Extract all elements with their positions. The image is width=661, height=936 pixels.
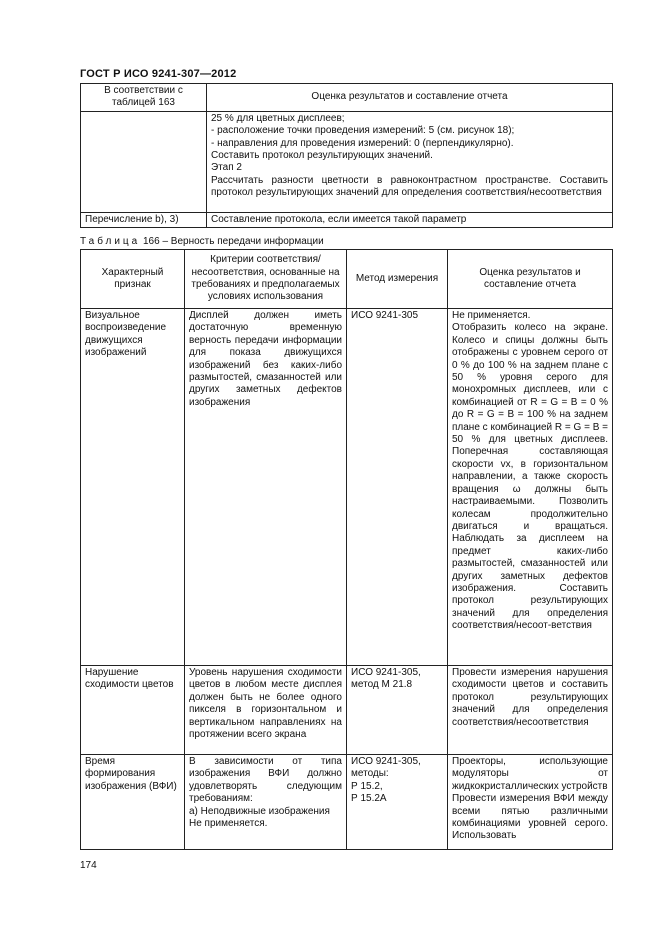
cell-line: Не применяется. — [189, 818, 268, 830]
table-caption — [80, 236, 324, 247]
cell-line: Провести измерения ВФИ между всеми пятью различными комбинациями уровней серого. Использовать — [452, 793, 608, 842]
cell-line: Дисплей должен иметь достаточную временную верность передачи информации для показа движущихся изображений без каких-либо размытостей, смазанностей или других заметных дефектов изображения — [189, 310, 342, 408]
table-row — [81, 666, 613, 755]
method-cell — [347, 755, 448, 850]
page-number: 174 — [80, 860, 97, 871]
table-row — [81, 309, 613, 666]
table-cell — [81, 111, 207, 212]
method-cell — [347, 309, 448, 666]
caption-label: Таблица — [80, 236, 141, 247]
table-row — [81, 111, 613, 212]
caption-text: 166 – Верность передачи информации — [140, 236, 324, 247]
table-cell — [207, 111, 613, 212]
column-header: Метод измерения — [347, 250, 448, 309]
table-header-row — [81, 84, 613, 112]
column-header: Оценка результатов и составление отчета — [448, 250, 613, 309]
table-cell: Перечисление b), 3) — [81, 212, 207, 227]
evaluation-cell — [448, 755, 613, 850]
column-header: Характерный признак — [81, 250, 185, 309]
document-header: ГОСТ Р ИСО 9241-307—2012 — [80, 68, 237, 80]
cell-line: - расположение точки проведения измерений: 5 (см. рисунок 18); — [211, 125, 515, 137]
cell-line: Проекторы, использующие модуляторы от жидкокристаллических устройств — [452, 756, 608, 792]
cell-line: Рассчитать разности цветности в равноконтрастном пространстве. Составить протокол результирующих значений для определения соответствия/несоответствия — [211, 174, 608, 199]
cell-line: ИСО 9241-305 — [351, 310, 419, 321]
continued-table — [80, 83, 613, 228]
table-row — [81, 212, 613, 227]
table-cell: Составление протокола, если имеется такой параметр — [207, 212, 613, 227]
cell-line: Отобразить колесо на экране. Колесо и спицы должны быть отображены с уровнем серого от 0 % до 100 % на заднем плане с 50 % уровня серого для монохромных дисплеев, или с комбинацией от R = G = B = 0 % до R = G = B = 100 % на заднем плане с комбинацией R = G = B = 50 % для цветных дисплеев. Поперечная составляющая скорости vx, в горизонтальном направлении, а также скорость вращения ω должны быть настраиваемыми. Позволить колесам продолжительно двигаться и вращаться. Наблюдать за дисплеем на предмет каких-либо размытостей, смазанностей или других заметных дефектов изображения. Составить протокол результирующих значений для определения соответствия/несоот-ветствия — [452, 322, 608, 632]
cell-line: Составить протокол результирующих значений. — [211, 150, 433, 162]
cell-line: Р 15.2, — [351, 780, 383, 792]
column-header: В соответствии с таблицей 163 — [81, 84, 207, 112]
cell-line: ИСО 9241-305, метод М 21.8 — [351, 667, 421, 691]
criteria-cell — [185, 666, 347, 755]
feature-cell: Время формирования изображения (ВФИ) — [81, 755, 185, 850]
cell-line: В зависимости от типа изображения ВФИ должно удовлетворять следующим требованиям: — [189, 756, 342, 805]
criteria-cell — [185, 309, 347, 666]
cell-line: а) Неподвижные изображения — [189, 805, 330, 817]
evaluation-cell — [448, 666, 613, 755]
method-cell — [347, 666, 448, 755]
cell-line: - направления для проведения измерений: 0 (перпендикулярно). — [211, 137, 514, 149]
table-header-row — [81, 250, 613, 309]
cell-line: Р 15.2А — [351, 793, 387, 805]
column-header: Оценка результатов и составление отчета — [207, 84, 613, 112]
cell-line: ИСО 9241-305, методы: — [351, 756, 421, 780]
cell-line: Не применяется. — [452, 310, 531, 321]
evaluation-cell — [448, 309, 613, 666]
cell-line: Провести измерения нарушения сходимости цветов и составить протокол результирующих значений для определения соответствия/несоответствия — [452, 667, 608, 728]
feature-cell: Нарушение сходимости цветов — [81, 666, 185, 755]
cell-line: Этап 2 — [211, 162, 242, 174]
feature-cell: Визуальное воспроизведение движущихся изображений — [81, 309, 185, 666]
cell-line: Уровень нарушения сходимости цветов в любом месте дисплея должен быть не более одного пикселя в горизонтальном и вертикальном направлениях на протяжении всего экрана — [189, 667, 342, 741]
table-row — [81, 755, 613, 850]
criteria-cell — [185, 755, 347, 850]
fidelity-table — [80, 249, 613, 850]
cell-line: 25 % для цветных дисплеев; — [211, 112, 345, 124]
column-header: Критерии соответствия/несоответствия, основанные на требованиях и предполагаемых условиях использования — [185, 250, 347, 309]
